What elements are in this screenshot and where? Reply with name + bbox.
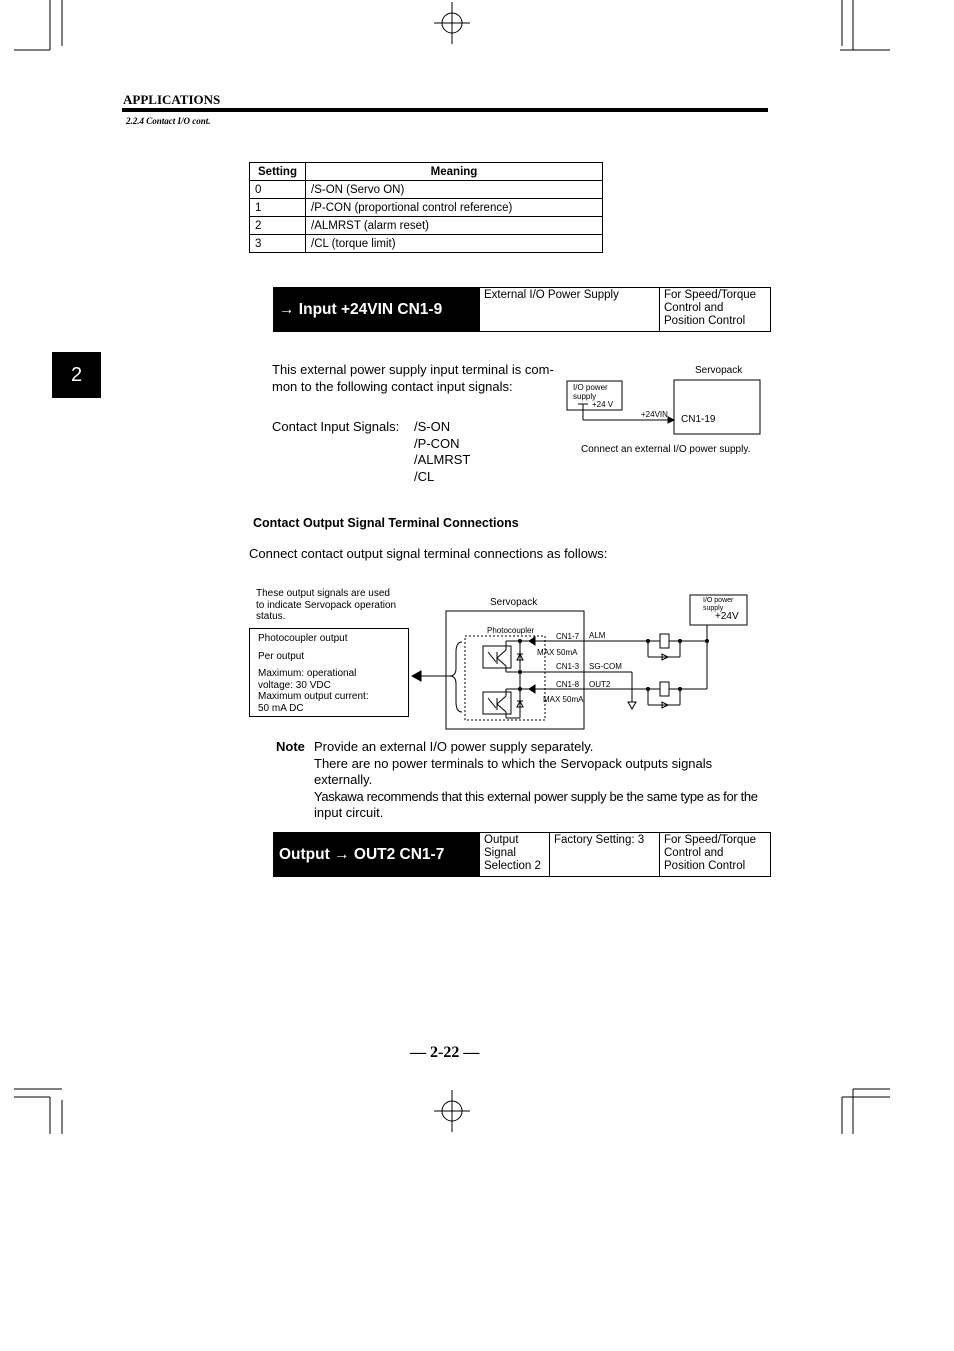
applies-line: For Speed/Torque <box>664 289 757 301</box>
signal-out2: OUT2 <box>589 680 611 689</box>
contact-input-label: Contact Input Signals: <box>272 419 400 434</box>
note-line: There are no power terminals to which the Servopack outputs signals externally. <box>314 755 713 787</box>
note-line: Yaskawa recommends that this external power supply be the same type as for the <box>314 788 758 804</box>
spec-line: Maximum: operational <box>258 668 357 679</box>
table-cell: 0 <box>250 181 306 199</box>
terminal-cn1-8: CN1-8 <box>556 680 580 689</box>
applies-line: Position Control <box>664 860 746 872</box>
output-section-heading: Contact Output Signal Terminal Connections <box>253 516 519 530</box>
output-section-intro: Connect contact output signal terminal connections as follows: <box>249 546 608 561</box>
note-line: status. <box>256 611 286 622</box>
applies-line: Control and <box>664 302 724 314</box>
output-signal-applies-to <box>659 833 770 876</box>
table-cell: /P-CON (proportional control reference) <box>306 199 603 217</box>
output-servopack-label: Servopack <box>490 597 538 608</box>
applies-line: Control and <box>664 847 724 859</box>
label-line: I/O power <box>573 383 608 392</box>
signal-item: /CL <box>414 468 435 484</box>
signal-item: /S-ON <box>414 419 451 434</box>
input-signal-description: External I/O Power Supply <box>479 288 659 331</box>
spec-line: voltage: 30 VDC <box>258 679 331 691</box>
note-line: to indicate Servopack operation <box>256 599 397 611</box>
note-label: Note <box>276 739 305 754</box>
column-header: Setting <box>250 163 306 181</box>
output-io-supply-label <box>703 597 733 612</box>
input-diagram-caption: Connect an external I/O power supply. <box>581 444 751 455</box>
note-line: Provide an external I/O power supply separately. <box>314 739 594 754</box>
output-signal-title: Output → OUT2 CN1-7 <box>274 833 479 876</box>
paragraph-line: This external power supply input terminal is com- <box>272 362 554 377</box>
output-24v-label: +24V <box>715 611 739 622</box>
photocoupler-label: Photocoupler <box>487 626 535 635</box>
applies-line: Position Control <box>664 315 746 327</box>
table-cell: 3 <box>250 235 306 253</box>
table-cell: 2 <box>250 217 306 235</box>
paragraph-line: mon to the following contact input signals: <box>272 378 513 394</box>
applies-line: For Speed/Torque <box>664 834 757 846</box>
label-line: supply <box>703 604 724 612</box>
spec-line: Maximum output current: <box>258 691 369 702</box>
terminal-cn1-7: CN1-7 <box>556 632 580 641</box>
label-line: I/O power <box>703 597 734 604</box>
spec-line: Photocoupler output <box>258 633 348 644</box>
chapter-number: 2 <box>70 363 83 386</box>
signal-alm: ALM <box>589 631 606 640</box>
signal-item: /P-CON <box>414 435 460 451</box>
spec-line: 50 mA DC <box>258 702 304 714</box>
input-24v-label: +24 V <box>592 400 614 409</box>
output-signal-description <box>479 833 549 876</box>
output-factory-setting: Factory Setting: 3 <box>549 833 659 876</box>
subsection-header: 2.2.4 Contact I/O cont. <box>126 116 211 126</box>
input-signal-title: → Input +24VIN CN1-9 <box>274 288 479 331</box>
table-cell: /ALMRST (alarm reset) <box>306 217 603 235</box>
input-servopack-label: Servopack <box>695 365 743 376</box>
max-current-2: MAX 50mA <box>543 695 584 704</box>
table-cell: /S-ON (Servo ON) <box>306 181 603 199</box>
table-cell: /CL (torque limit) <box>306 235 603 253</box>
terminal-cn1-3: CN1-3 <box>556 662 580 671</box>
spec-line: Per output <box>258 650 305 662</box>
label-line: supply <box>573 392 597 401</box>
section-header: APPLICATIONS <box>123 92 221 107</box>
input-24vin-label: +24VIN <box>641 410 668 419</box>
page-number: — 2-22 — <box>410 1044 480 1061</box>
signal-sg-com: SG-COM <box>589 662 622 671</box>
note-line: input circuit. <box>314 805 384 820</box>
signal-item: /ALMRST <box>414 452 471 467</box>
output-signal-box <box>273 832 771 877</box>
description-line: Selection 2 <box>484 860 541 872</box>
table-cell: 1 <box>250 199 306 217</box>
note-line: These output signals are used <box>256 588 390 599</box>
column-header: Meaning <box>306 163 603 181</box>
note-body <box>314 739 770 822</box>
description-line: Output <box>484 834 519 846</box>
max-current-1: MAX 50mA <box>537 648 578 657</box>
input-terminal-label: CN1-19 <box>681 414 716 425</box>
description-line: Signal <box>484 847 516 859</box>
